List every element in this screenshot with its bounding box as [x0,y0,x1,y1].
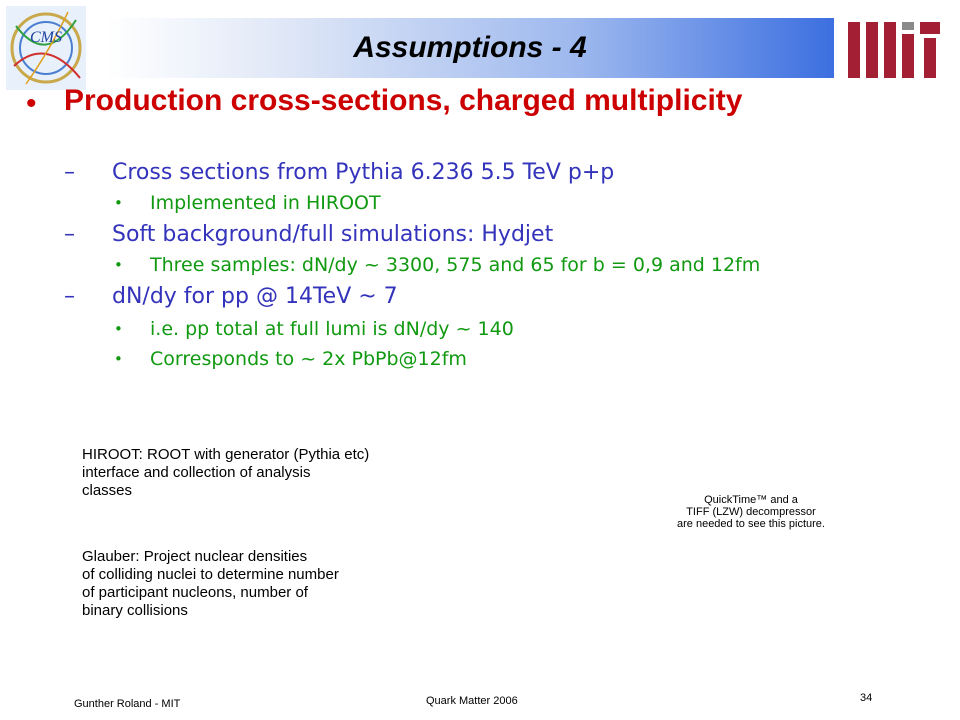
cms-logo-text: CMS [30,29,62,46]
sub-bullet: • [114,320,123,338]
quicktime-placeholder [666,494,836,530]
cms-logo [6,6,86,90]
heading-bullet: • [26,87,37,120]
list-item: Soft background/full simulations: Hydjet [112,222,554,247]
quicktime-line: TIFF (LZW) decompressor [686,506,816,518]
sub-list-item: i.e. pp total at full lumi is dN/dy ~ 140 [150,318,514,340]
note-line: Glauber: Project nuclear densities [82,548,308,565]
dash-marker: – [64,284,75,309]
note-line: interface and collection of analysis [82,464,311,481]
sub-bullet: • [114,256,123,274]
hiroot-note [82,446,369,500]
glauber-note [82,548,339,620]
note-line: HIROOT: ROOT with generator (Pythia etc) [82,446,370,463]
list-item: Cross sections from Pythia 6.236 5.5 TeV p+p [112,160,615,185]
note-line: classes [82,482,133,499]
page-number: 34 [860,692,873,704]
note-line: of colliding nuclei to determine number [82,566,339,583]
note-line: of participant nucleons, number of [82,584,308,601]
slide-title: Assumptions - 4 [353,31,587,64]
sub-list-item: Implemented in HIROOT [150,192,381,214]
quicktime-line: are needed to see this picture. [677,518,825,530]
sub-bullet: • [114,350,123,368]
footer-author: Gunther Roland - MIT [74,698,181,710]
sub-list-item: Three samples: dN/dy ~ 3300, 575 and 65 for b = 0,9 and 12fm [150,254,761,276]
quicktime-line: QuickTime™ and a [704,494,798,506]
sub-bullet: • [114,194,123,212]
dash-marker: – [64,160,75,185]
sub-list-item: Corresponds to ~ 2x PbPb@12fm [150,348,467,370]
footer-conference: Quark Matter 2006 [426,695,518,707]
mit-logo [848,22,940,78]
section-heading: Production cross-sections, charged multiplicity [64,84,743,117]
dash-marker: – [64,222,75,247]
list-item: dN/dy for pp @ 14TeV ~ 7 [112,284,398,309]
note-line: binary collisions [82,602,188,619]
